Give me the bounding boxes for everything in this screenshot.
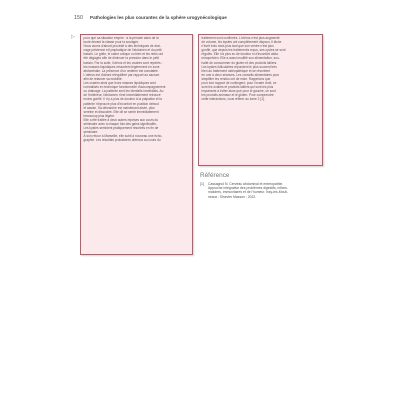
highlighted-text-box-right [198,34,323,166]
margin-marker-icon: ▷ [71,34,75,40]
reference-number: [1] [200,182,204,186]
page-header [74,15,374,25]
page-number: 150 [74,15,83,21]
box-right-text: traitement sont confirmés. L'utérus n'est plus augmenté de volume, les kystes ont complètement disparu. Il lâche n'écrit trois mois plus tard que son ventre n'est plus gonflé, que depuis les traitements reçus, ses cycles se sont régulés. Elle n'a plus eu de douleur ni d'inconfort abdo- minopelvien. Elle a aussi modifié son alimentation, sou- haité de consommer du gluten et des produits laitiers. Les kystes folliculaires répondent le plus souvent très bien au traitement ostéopathique et se résorbent en une à deux séances. Les conseils alimentaires pour simplifier les rendus ont de mise. Rappelons que pour tout rapport de contingent, pour l'ovaire droit, ce sont les ovaires et produits laitiers qui sont les plus importants à éviter alors que pour le gauche, ce sont les produits animaux et le gluten. Pour comprendre cette interactions, vous référer au tome 2 [1]. [201,36,286,102]
box-left-text: pour que sa situation empire : à la période alors de la toute devant la classe pour la soulager. Nous avons d'abord procédé à des techniques de drai- nage pelvienne et lymphatique de l'abdomen et du petit bassin. Le grêle, le cadre colique ou bien et les reins ont été dégagés afin de diminuer la pression dans le petit bassin. Par la suite, l'utérus et les ovaires sont repérés : les masses liquidiques ressortent légèrement en zone abdominale. La présence d'un œdème est constatée. L'utérus est d'abord rééquilibré par rapport au sacrum afin de relancer sa mobilité. Les ovaires ainsi que leurs masses liquidiques sont normalisés en technique fonctionnelle d'accompagnement ou drainage. La patiente sent les bienfaits immédiats. Au de l'extérieur, l'abdomen n'est immédiatement retrouvé moins gonflé. Il n'y a plus de douleur à la palpation et la patiente n'éprouve plus d'inconfort en position debout et assise. Sa démarche est maintenant aisée, plus sereine et dissociée. Elle dit se sentir immédiatement beaucoup plus légère. Elle a été traitée à deux autres reprises aux cours du séminaire avec à chaque fois des gains significatifs. Les kystes semblent pratiquement résorbés en fin de séminaire. À son retour à Marseille, elle subit à nouveau une écho- graphie. Les résultats probatoires obtenus au cours du [83,36,166,143]
reference-text: Cassagnol N. Cerveau abdominal et entéropathie. Approche intégrative des problèmes digestifs, inflam- matoires, immunitaires et de l'humeur. Issy-les-Mouli- neaux : Elsevier Masson ; 2022. [208,182,288,199]
running-title: Pathologies les plus courantes de la sphère urogynécologique [90,15,227,20]
references-heading: Référence [200,172,230,179]
highlighted-text-box-left [80,34,193,255]
